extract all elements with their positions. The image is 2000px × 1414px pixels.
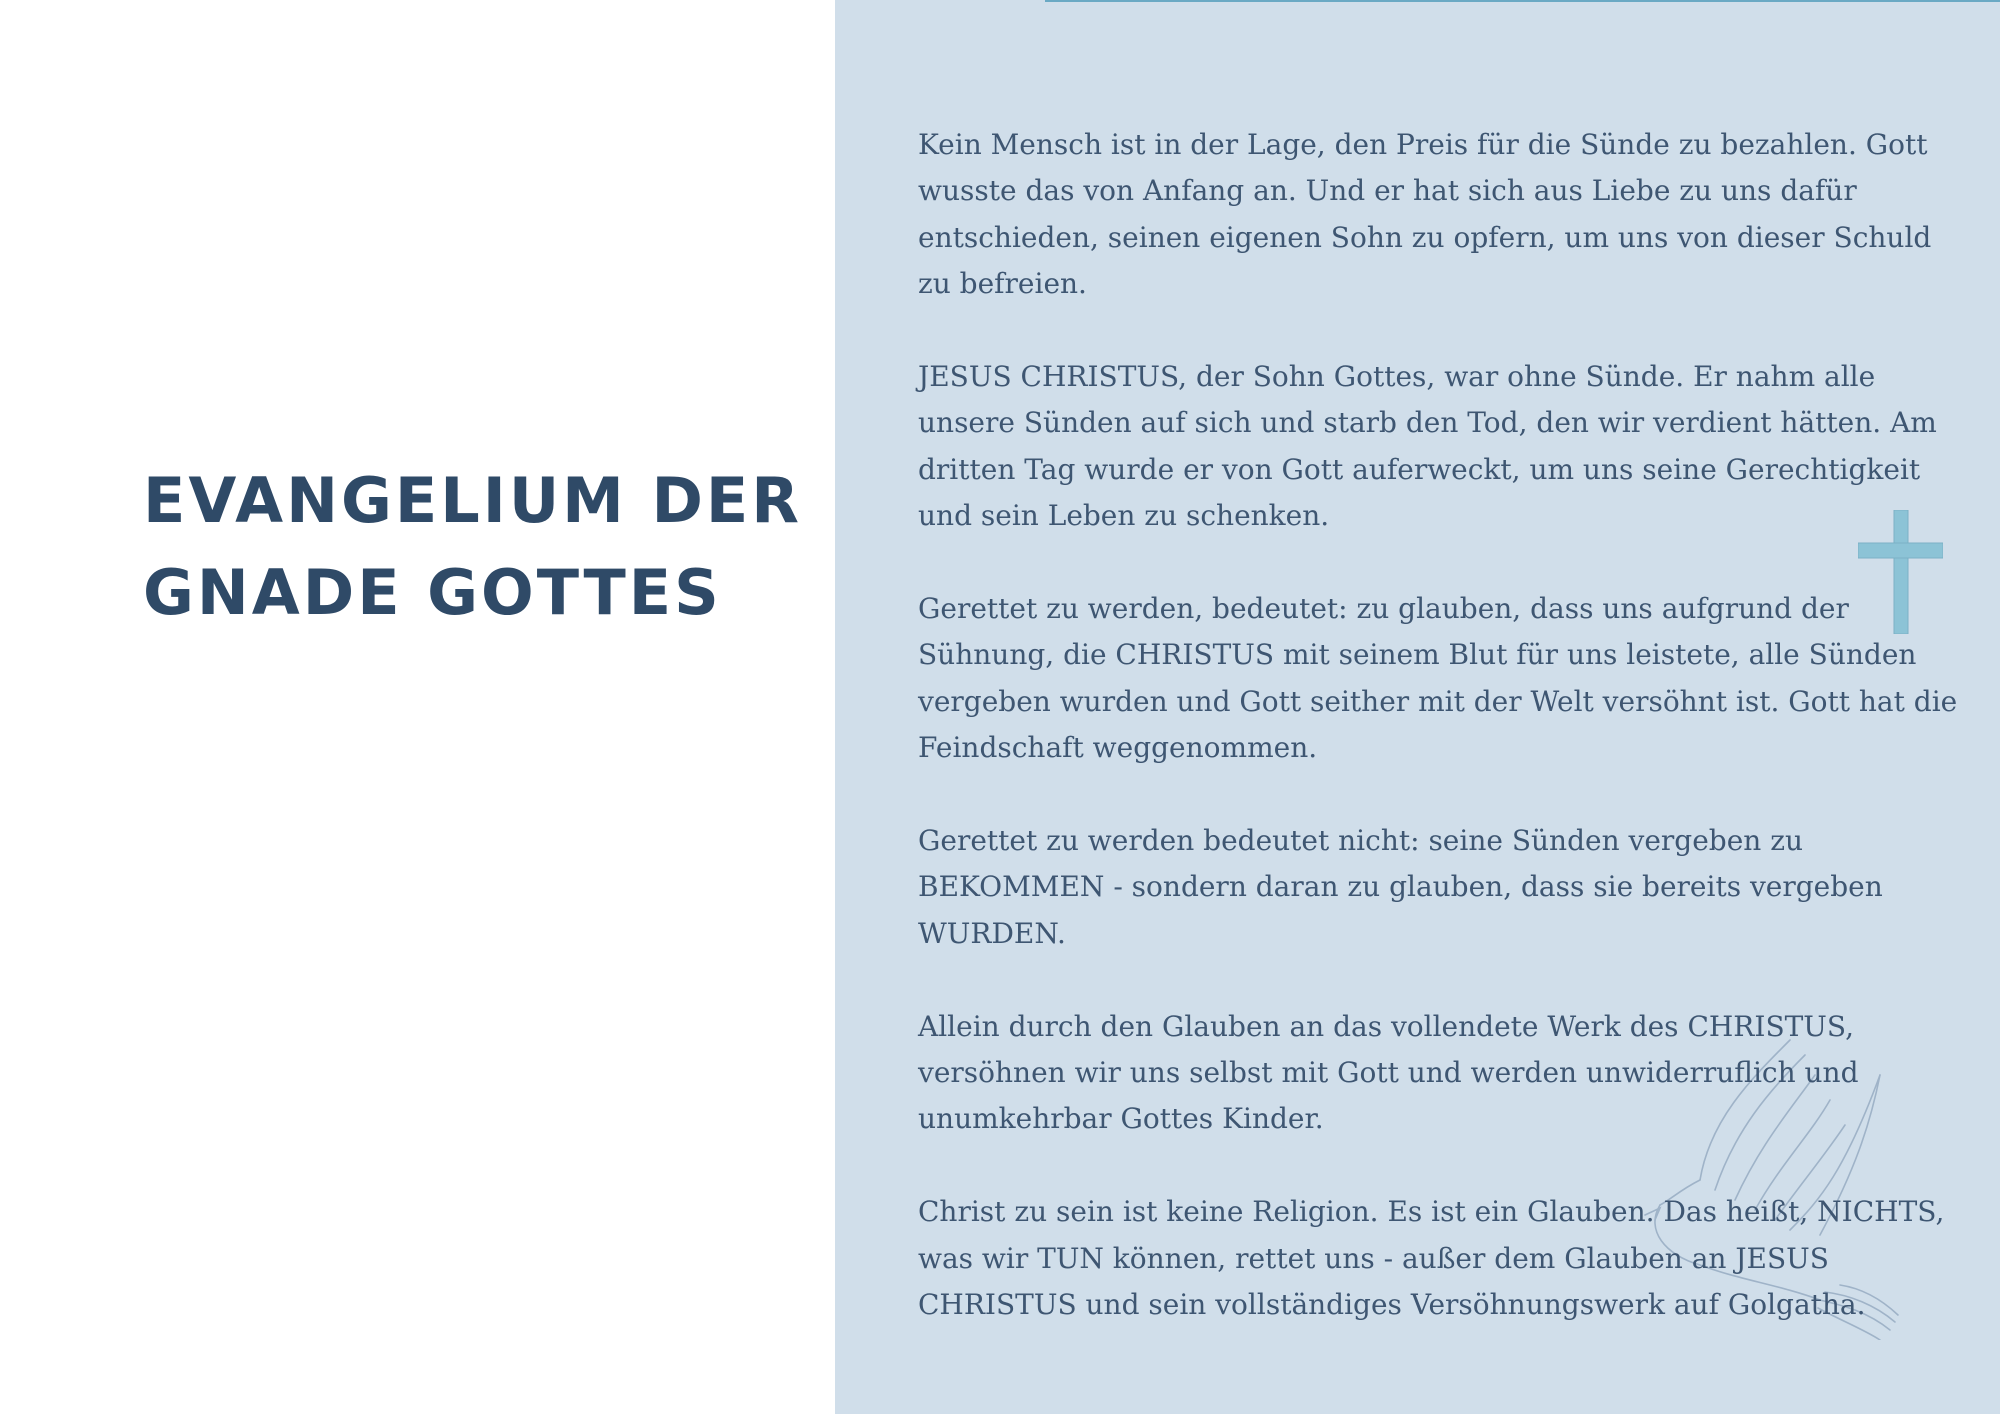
paragraph-3: Gerettet zu werden, bedeutet: zu glauben, dass uns aufgrund der Sühnung, die CHRISTUS mit seinem Blut für uns leistete, alle Sünden vergeben wurden und Gott seither mit der Welt versöhnt ist. Gott hat die Feindschaft weggenommen. — [918, 592, 1958, 765]
paragraph-2: JESUS CHRISTUS, der Sohn Gottes, war ohne Sünde. Er nahm alle unsere Sünden auf sich und starb den Tod, den wir verdient hätten. Am dritten Tag wurde er von Gott auferweckt, um uns seine Gerechtigkeit und sein Leben zu schenken. — [918, 360, 1937, 533]
paragraph-6: Christ zu sein ist keine Religion. Es ist ein Glauben. Das heißt, NICHTS, was wir TUN können, rettet uns - außer dem Glauben an JESUS CHRISTUS und sein vollständiges Versöhnungswerk auf Golgatha. — [918, 1195, 1945, 1322]
left-panel — [0, 0, 835, 1414]
paragraph-5: Allein durch den Glauben an das vollendete Werk des CHRISTUS, versöhnen wir uns selbst mit Gott und werden unwiderruflich und unumkehrbar Gottes Kinder. — [918, 1009, 1859, 1136]
page-title — [143, 455, 802, 639]
title-line-2: GNADE GOTTES — [143, 556, 722, 629]
body-text — [918, 122, 1963, 1375]
title-line-1: EVANGELIUM DER — [143, 464, 803, 537]
top-rule — [1045, 0, 2000, 2]
paragraph-1: Kein Mensch ist in der Lage, den Preis für die Sünde zu bezahlen. Gott wusste das von Anfang an. Und er hat sich aus Liebe zu uns dafür entschieden, seinen eigenen Sohn zu opfern, um uns von dieser Schuld zu befreien. — [918, 128, 1932, 301]
paragraph-4: Gerettet zu werden bedeutet nicht: seine Sünden vergeben zu BEKOMMEN - sondern daran zu glauben, dass sie bereits vergeben WURDEN. — [918, 824, 1883, 950]
